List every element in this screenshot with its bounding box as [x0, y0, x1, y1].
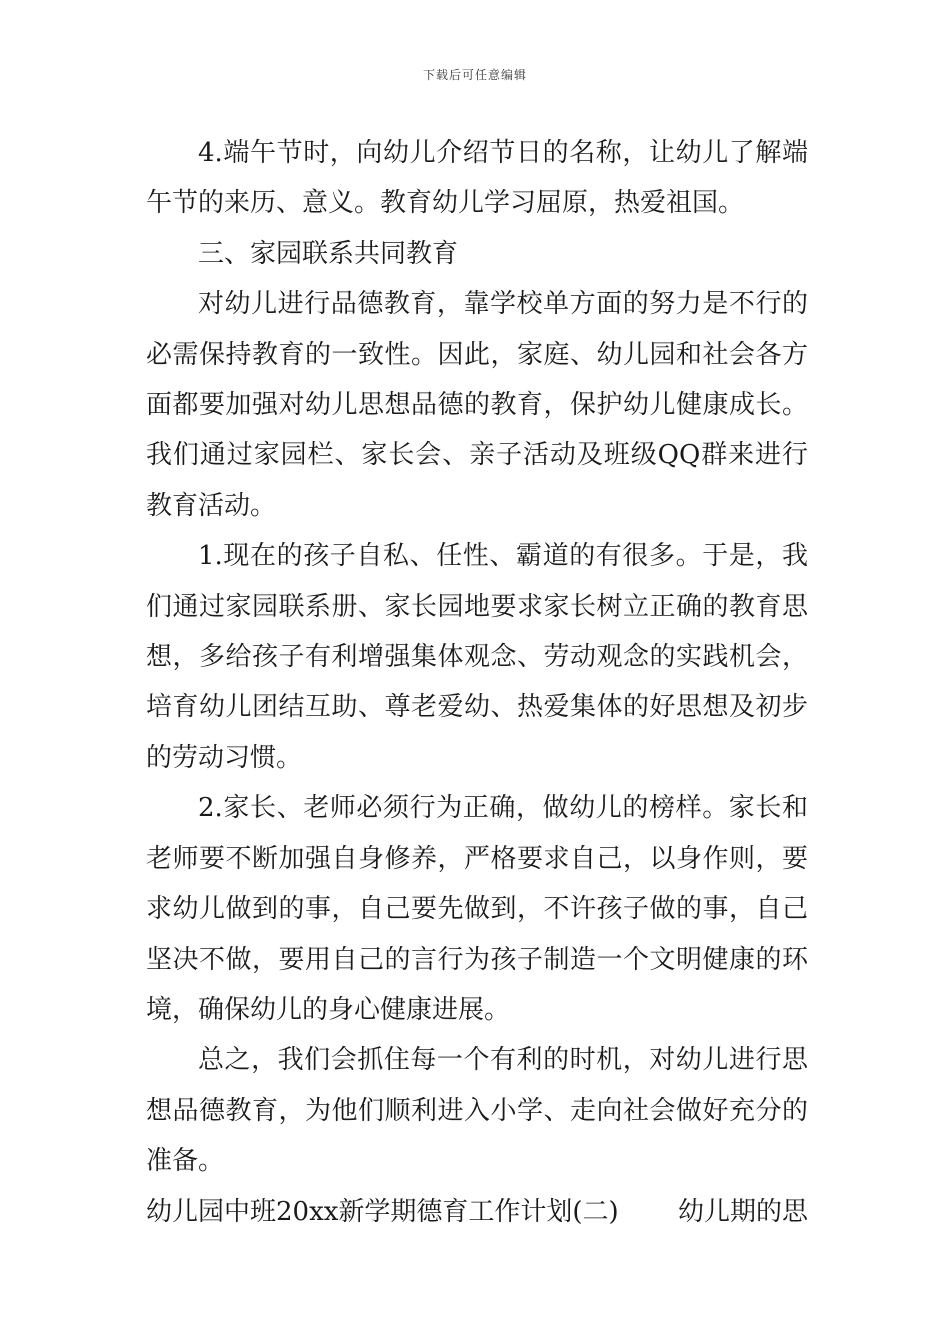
- paragraph-conclusion: 总之，我们会抓住每一个有利的时机，对幼儿进行思想品德教育，为他们顺利进入小学、走向社会做好充分的准备。: [146, 1045, 808, 1177]
- page-header: 下载后可任意编辑: [422, 68, 527, 82]
- section-heading-home-school: 三、家园联系共同教育: [198, 238, 459, 269]
- next-section-line: [146, 1187, 808, 1237]
- document-body: [146, 128, 808, 1237]
- next-section-continuation: 幼儿期的思: [677, 1196, 808, 1227]
- paragraph-item-1-children-selfish: 1.现在的孩子自私、任性、霸道的有很多。于是，我们通过家园联系册、家长园地要求家长树立正确的教育思想，多给孩子有利增强集体观念、劳动观念的实践机会，培育幼儿团结互助、尊老爱幼、热爱集体的好思想及初步的劳动习惯。: [146, 541, 808, 773]
- paragraph-moral-education-consistency: 对幼儿进行品德教育，靠学校单方面的努力是不行的必需保持教育的一致性。因此，家庭、幼儿园和社会各方面都要加强对幼儿思想品德的教育，保护幼儿健康成长。我们通过家园栏、家长会、亲子活动及班级QQ群来进行教育活动。: [146, 289, 808, 521]
- paragraph-item-2-role-model: 2.家长、老师必须行为正确，做幼儿的榜样。家长和老师要不断加强自身修养，严格要求自己，以身作则，要求幼儿做到的事，自己要先做到，不许孩子做的事，自己坚决不做，要用自己的言行为孩子制造一个文明健康的环境，确保幼儿的身心健康进展。: [146, 793, 808, 1025]
- paragraph-item-4-dragon-boat: 4.端午节时，向幼儿介绍节日的名称，让幼儿了解端午节的来历、意义。教育幼儿学习屈原，热爱祖国。: [146, 138, 808, 219]
- next-section-title: 幼儿园中班20xx新学期德育工作计划(二): [146, 1196, 619, 1227]
